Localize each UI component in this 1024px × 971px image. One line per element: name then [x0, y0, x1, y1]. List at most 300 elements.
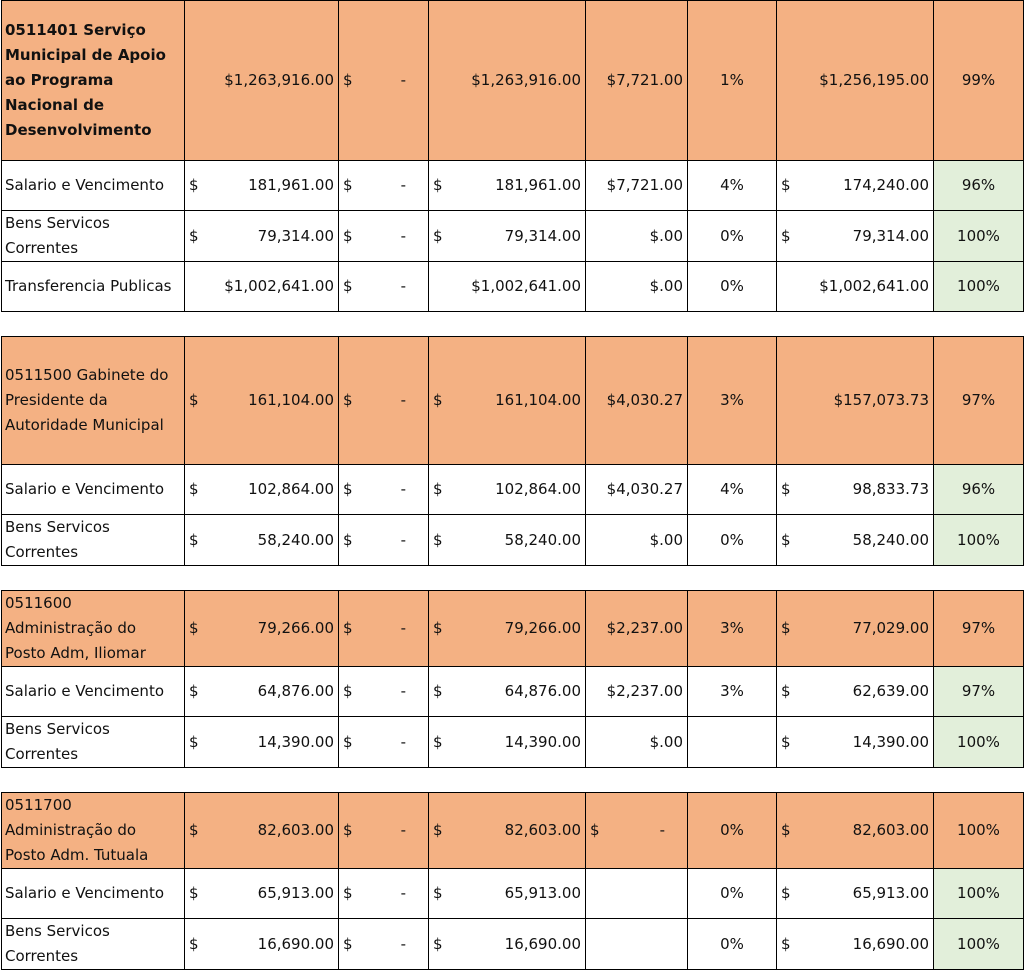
change-cell — [339, 1, 429, 161]
execution-percent-cell — [688, 717, 777, 768]
currency-symbol: $ — [781, 480, 791, 498]
budget-cell — [185, 262, 339, 312]
balance-percent-cell — [934, 161, 1024, 211]
amount — [433, 173, 581, 198]
row-label — [2, 161, 185, 211]
row-label — [2, 515, 185, 566]
currency-symbol: $ — [433, 732, 443, 751]
execution-cell — [586, 869, 688, 919]
amount-value: 174,240.00 — [843, 176, 929, 194]
amount-value: 77,029.00 — [852, 619, 929, 637]
table-row — [2, 465, 1024, 515]
amount-value: 65,913.00 — [257, 884, 334, 902]
percent-value: 3% — [720, 682, 744, 700]
dash-value: - — [400, 821, 406, 839]
final-budget-cell — [429, 211, 586, 262]
balance-percent-cell — [934, 337, 1024, 465]
amount — [433, 881, 581, 906]
execution-percent-cell — [688, 869, 777, 919]
table-row — [2, 717, 1024, 768]
currency-symbol: $ — [433, 934, 443, 953]
amount-value: 14,390.00 — [257, 732, 334, 751]
row-label-text: Salario e Vencimento — [5, 682, 165, 700]
final-budget-cell — [429, 515, 586, 566]
dash-value: - — [400, 619, 406, 637]
amount — [781, 173, 929, 198]
table-row — [2, 667, 1024, 717]
percent-value: 96% — [961, 176, 996, 194]
change-cell — [339, 919, 429, 970]
dash-value: - — [400, 480, 406, 498]
execution-percent-cell — [688, 337, 777, 465]
amount-value: 82,603.00 — [504, 821, 581, 839]
currency-symbol: $ — [433, 619, 443, 637]
change-cell — [339, 465, 429, 515]
final-budget-cell — [429, 262, 586, 312]
amount — [781, 616, 929, 641]
row-label-text: 0511600 Administração do Posto Adm, Iliomar — [5, 594, 146, 662]
execution-cell — [586, 262, 688, 312]
currency-symbol: $ — [189, 884, 199, 902]
row-label — [2, 211, 185, 262]
budget-cell — [185, 161, 339, 211]
currency-symbol: $ — [433, 682, 443, 700]
budget-cell — [185, 667, 339, 717]
amount — [343, 388, 424, 413]
currency-symbol: $ — [433, 480, 443, 498]
currency-symbol: $ — [343, 71, 353, 89]
amount-value: 181,961.00 — [495, 176, 581, 194]
change-cell — [339, 667, 429, 717]
amount-value: 16,690.00 — [257, 934, 334, 953]
amount — [189, 730, 334, 755]
currency-symbol: $ — [781, 176, 791, 194]
percent-value: 3% — [720, 391, 744, 409]
final-budget-cell — [429, 717, 586, 768]
percent-value: 97% — [961, 682, 996, 700]
currency-symbol: $ — [343, 934, 353, 953]
percent-value: 0% — [720, 530, 744, 549]
budget-cell — [185, 465, 339, 515]
amount — [189, 477, 334, 502]
amount — [433, 818, 581, 843]
amount-value: $1,263,916.00 — [471, 71, 581, 89]
balance-cell — [777, 717, 934, 768]
budget-cell — [185, 793, 339, 869]
execution-percent-cell — [688, 919, 777, 970]
percent-value: 100% — [957, 821, 1000, 839]
dash-value: - — [400, 530, 406, 549]
currency-symbol: $ — [343, 226, 353, 245]
amount-value: 62,639.00 — [852, 682, 929, 700]
execution-value: $7,721.00 — [606, 71, 683, 89]
dash-value: - — [400, 934, 406, 953]
currency-symbol: $ — [781, 884, 791, 902]
percent-value: 0% — [720, 934, 744, 953]
amount-value: 64,876.00 — [504, 682, 581, 700]
amount — [433, 388, 581, 413]
amount — [343, 274, 424, 299]
execution-value: $.00 — [649, 277, 683, 295]
amount — [343, 818, 424, 843]
amount — [343, 224, 424, 249]
currency-symbol: $ — [189, 176, 199, 194]
row-label — [2, 919, 185, 970]
amount — [189, 224, 334, 249]
spacer-cell — [2, 768, 1024, 793]
final-budget-cell — [429, 465, 586, 515]
currency-symbol: $ — [343, 619, 353, 637]
percent-value: 0% — [720, 884, 744, 902]
row-label — [2, 337, 185, 465]
amount — [343, 477, 424, 502]
budget-table — [1, 0, 1024, 970]
balance-cell — [777, 465, 934, 515]
amount — [343, 881, 424, 906]
currency-symbol: $ — [343, 480, 353, 498]
amount — [189, 932, 334, 957]
change-cell — [339, 211, 429, 262]
amount — [343, 730, 424, 755]
dash-value: - — [400, 176, 406, 194]
execution-cell — [586, 515, 688, 566]
amount — [781, 730, 929, 755]
final-budget-cell — [429, 869, 586, 919]
group-row — [2, 337, 1024, 465]
currency-symbol: $ — [343, 530, 353, 549]
row-label-text: Bens Servicos Correntes — [5, 922, 110, 965]
balance-percent-cell — [934, 793, 1024, 869]
amount-value: 79,266.00 — [257, 619, 334, 637]
amount — [781, 477, 929, 502]
balance-cell — [777, 793, 934, 869]
spacer-row — [2, 768, 1024, 793]
percent-value: 100% — [957, 277, 1000, 295]
execution-value: $2,237.00 — [606, 682, 683, 700]
percent-value: 4% — [720, 480, 744, 498]
amount-value: 14,390.00 — [852, 732, 929, 751]
amount-value: 102,864.00 — [248, 480, 334, 498]
currency-symbol: $ — [781, 934, 791, 953]
percent-value: 100% — [957, 884, 1000, 902]
currency-symbol: $ — [343, 682, 353, 700]
amount — [343, 173, 424, 198]
currency-symbol: $ — [189, 226, 199, 245]
amount-value: 79,314.00 — [257, 226, 334, 245]
currency-symbol: $ — [189, 480, 199, 498]
budget-cell — [185, 591, 339, 667]
execution-percent-cell — [688, 465, 777, 515]
row-label — [2, 465, 185, 515]
execution-cell — [586, 793, 688, 869]
currency-symbol: $ — [343, 277, 353, 295]
currency-symbol: $ — [781, 530, 791, 549]
currency-symbol: $ — [433, 821, 443, 839]
execution-cell — [586, 591, 688, 667]
group-row — [2, 1, 1024, 161]
amount — [189, 881, 334, 906]
row-label-text: Bens Servicos Correntes — [5, 720, 110, 763]
amount-value: 102,864.00 — [495, 480, 581, 498]
amount — [343, 68, 424, 93]
percent-value: 96% — [961, 480, 996, 498]
balance-percent-cell — [934, 1, 1024, 161]
budget-cell — [185, 1, 339, 161]
currency-symbol: $ — [343, 821, 353, 839]
amount-value: $1,263,916.00 — [224, 71, 334, 89]
final-budget-cell — [429, 667, 586, 717]
group-row — [2, 793, 1024, 869]
percent-value: 0% — [720, 226, 744, 245]
currency-symbol: $ — [343, 884, 353, 902]
amount-value: 79,314.00 — [852, 226, 929, 245]
dash-value: - — [400, 277, 406, 295]
currency-symbol: $ — [433, 530, 443, 549]
table-row — [2, 515, 1024, 566]
amount-value: 58,240.00 — [257, 530, 334, 549]
execution-cell — [586, 337, 688, 465]
change-cell — [339, 161, 429, 211]
balance-cell — [777, 919, 934, 970]
amount-value: 58,240.00 — [852, 530, 929, 549]
amount — [189, 679, 334, 704]
table-body — [2, 1, 1024, 970]
amount — [433, 679, 581, 704]
balance-percent-cell — [934, 869, 1024, 919]
percent-value: 100% — [957, 732, 1000, 751]
balance-percent-cell — [934, 717, 1024, 768]
row-label-text: Bens Servicos Correntes — [5, 214, 110, 257]
currency-symbol: $ — [433, 391, 443, 409]
table-row — [2, 919, 1024, 970]
amount — [781, 932, 929, 957]
percent-value: 97% — [961, 391, 996, 409]
budget-cell — [185, 919, 339, 970]
table-row — [2, 262, 1024, 312]
amount — [781, 388, 929, 413]
row-label — [2, 1, 185, 161]
balance-percent-cell — [934, 591, 1024, 667]
percent-value: 1% — [720, 71, 744, 89]
execution-value: $2,237.00 — [606, 619, 683, 637]
row-label-text: Bens Servicos Correntes — [5, 518, 110, 561]
amount-value: 58,240.00 — [504, 530, 581, 549]
dash-value: - — [400, 682, 406, 700]
amount — [433, 616, 581, 641]
amount — [433, 224, 581, 249]
execution-percent-cell — [688, 161, 777, 211]
balance-cell — [777, 869, 934, 919]
row-label — [2, 262, 185, 312]
amount-value: 64,876.00 — [257, 682, 334, 700]
currency-symbol: $ — [343, 176, 353, 194]
change-cell — [339, 515, 429, 566]
amount — [189, 528, 334, 553]
row-label — [2, 869, 185, 919]
percent-value: 97% — [961, 619, 996, 637]
currency-symbol: $ — [189, 682, 199, 700]
row-label-text: Salario e Vencimento — [5, 176, 165, 194]
currency-symbol: $ — [781, 226, 791, 245]
table-row — [2, 161, 1024, 211]
amount-value: 161,104.00 — [495, 391, 581, 409]
amount — [343, 679, 424, 704]
execution-percent-cell — [688, 1, 777, 161]
balance-percent-cell — [934, 465, 1024, 515]
amount — [343, 932, 424, 957]
amount-value: $157,073.73 — [833, 391, 929, 409]
execution-percent-cell — [688, 211, 777, 262]
row-label — [2, 717, 185, 768]
amount — [343, 616, 424, 641]
balance-cell — [777, 211, 934, 262]
currency-symbol: $ — [433, 884, 443, 902]
amount — [590, 818, 683, 843]
amount-value: 65,913.00 — [852, 884, 929, 902]
row-label — [2, 667, 185, 717]
percent-value: 4% — [720, 176, 744, 194]
currency-symbol: $ — [189, 391, 199, 409]
execution-cell — [586, 717, 688, 768]
balance-cell — [777, 337, 934, 465]
final-budget-cell — [429, 591, 586, 667]
final-budget-cell — [429, 793, 586, 869]
balance-cell — [777, 591, 934, 667]
amount — [781, 679, 929, 704]
execution-cell — [586, 161, 688, 211]
spacer-cell — [2, 312, 1024, 337]
balance-percent-cell — [934, 919, 1024, 970]
execution-cell — [586, 667, 688, 717]
currency-symbol: $ — [189, 934, 199, 953]
currency-symbol: $ — [189, 821, 199, 839]
execution-percent-cell — [688, 515, 777, 566]
final-budget-cell — [429, 161, 586, 211]
amount — [433, 477, 581, 502]
percent-value: 0% — [720, 821, 744, 839]
dash-value: - — [400, 884, 406, 902]
amount — [433, 528, 581, 553]
execution-percent-cell — [688, 793, 777, 869]
currency-symbol: $ — [189, 530, 199, 549]
currency-symbol: $ — [343, 391, 353, 409]
change-cell — [339, 262, 429, 312]
row-label — [2, 793, 185, 869]
spacer-row — [2, 312, 1024, 337]
amount-value: 65,913.00 — [504, 884, 581, 902]
execution-value: $.00 — [649, 226, 683, 245]
change-cell — [339, 793, 429, 869]
execution-value: $4,030.27 — [606, 480, 683, 498]
amount — [781, 528, 929, 553]
budget-cell — [185, 337, 339, 465]
amount-value: 98,833.73 — [852, 480, 929, 498]
amount-value: 82,603.00 — [852, 821, 929, 839]
execution-percent-cell — [688, 667, 777, 717]
amount — [433, 730, 581, 755]
budget-cell — [185, 869, 339, 919]
change-cell — [339, 591, 429, 667]
amount — [781, 68, 929, 93]
change-cell — [339, 717, 429, 768]
amount-value: $1,002,641.00 — [471, 277, 581, 295]
amount-value: 82,603.00 — [257, 821, 334, 839]
execution-value: $.00 — [649, 732, 683, 751]
balance-percent-cell — [934, 667, 1024, 717]
amount — [189, 388, 334, 413]
currency-symbol: $ — [343, 732, 353, 751]
percent-value: 0% — [720, 277, 744, 295]
change-cell — [339, 337, 429, 465]
amount-value: $1,002,641.00 — [819, 277, 929, 295]
table-row — [2, 211, 1024, 262]
budget-cell — [185, 515, 339, 566]
execution-cell — [586, 919, 688, 970]
execution-value: $4,030.27 — [606, 391, 683, 409]
amount — [781, 881, 929, 906]
currency-symbol: $ — [189, 619, 199, 637]
currency-symbol: $ — [781, 619, 791, 637]
amount — [781, 274, 929, 299]
row-label-text: 0511700 Administração do Posto Adm. Tutuala — [5, 796, 149, 864]
spacer-row — [2, 566, 1024, 591]
percent-value: 100% — [957, 530, 1000, 549]
execution-value: $.00 — [649, 530, 683, 549]
currency-symbol: $ — [433, 226, 443, 245]
amount-value: $1,256,195.00 — [819, 71, 929, 89]
amount — [189, 818, 334, 843]
execution-percent-cell — [688, 262, 777, 312]
balance-cell — [777, 515, 934, 566]
execution-cell — [586, 465, 688, 515]
execution-cell — [586, 1, 688, 161]
row-label-text: Transferencia Publicas — [5, 277, 172, 295]
amount — [781, 224, 929, 249]
budget-cell — [185, 211, 339, 262]
row-label-text: 0511500 Gabinete do Presidente da Autoridade Municipal — [5, 366, 169, 434]
amount-value: 16,690.00 — [504, 934, 581, 953]
dash-value: - — [400, 71, 406, 89]
dash-value: - — [659, 821, 665, 839]
currency-symbol: $ — [781, 732, 791, 751]
group-row — [2, 591, 1024, 667]
percent-value: 100% — [957, 934, 1000, 953]
budget-cell — [185, 717, 339, 768]
dash-value: - — [400, 391, 406, 409]
execution-cell — [586, 211, 688, 262]
amount — [433, 68, 581, 93]
amount — [343, 528, 424, 553]
percent-value: 3% — [720, 619, 744, 637]
final-budget-cell — [429, 1, 586, 161]
amount — [189, 68, 334, 93]
amount-value: $1,002,641.00 — [224, 277, 334, 295]
currency-symbol: $ — [433, 176, 443, 194]
execution-percent-cell — [688, 591, 777, 667]
amount-value: 161,104.00 — [248, 391, 334, 409]
amount-value: 14,390.00 — [504, 732, 581, 751]
currency-symbol: $ — [781, 821, 791, 839]
amount — [189, 274, 334, 299]
amount — [433, 274, 581, 299]
table-row — [2, 869, 1024, 919]
currency-symbol: $ — [590, 821, 600, 839]
dash-value: - — [400, 226, 406, 245]
amount — [781, 818, 929, 843]
currency-symbol: $ — [189, 732, 199, 751]
amount-value: 79,314.00 — [504, 226, 581, 245]
row-label-text: 0511401 Serviço Municipal de Apoio ao Programa Nacional de Desenvolvimento — [5, 21, 166, 139]
